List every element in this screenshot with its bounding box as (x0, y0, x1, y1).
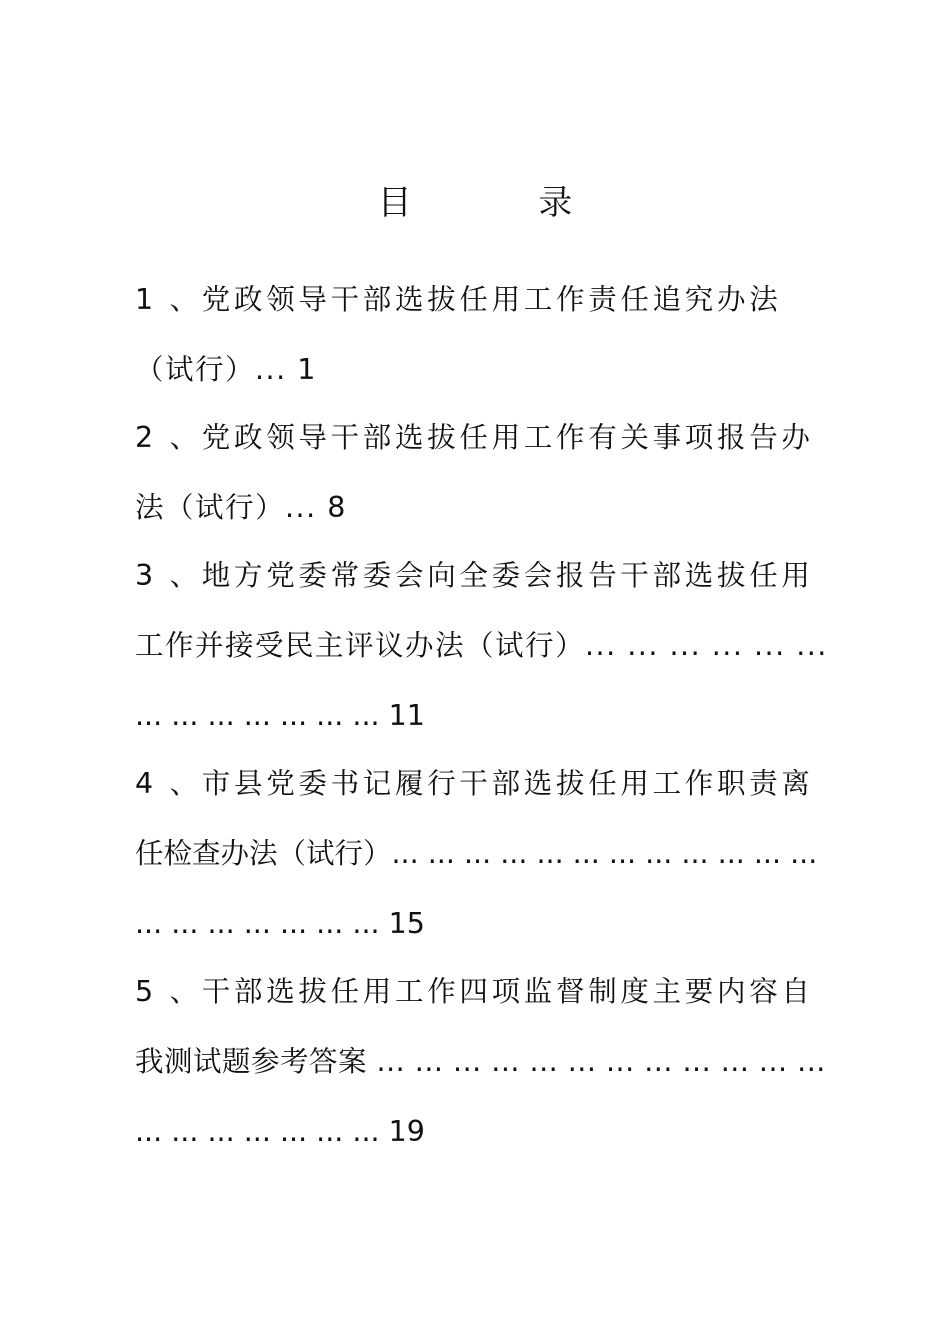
toc-entry-5-line-2: 我测试题参考答案 ... ... ... ... ... ... ... ... ... ... ... ... (135, 1045, 826, 1078)
toc-entry-5-line-3: ... ... ... ... ... ... ... 19 (135, 1115, 425, 1148)
toc-entry-4-line-1: 4 、市县党委书记履行干部选拔任用工作职责离 (135, 767, 814, 800)
toc-entry-2-line-2: 法（试行）... 8 (135, 491, 347, 524)
toc-entry-5-line-1: 5 、干部选拔任用工作四项监督制度主要内容自 (135, 975, 814, 1008)
toc-entry-4-line-2: 任检查办法（试行）... ... ... ... ... ... ... ... ... ... ... ... (135, 837, 818, 870)
toc-entry-3-line-3: ... ... ... ... ... ... ... 11 (135, 699, 425, 732)
toc-entry-1-line-1: 1 、党政领导干部选拔任用工作责任追究办法 (135, 283, 782, 316)
toc-entry-3-line-2: 工作并接受民主评议办法（试行）... ... ... ... ... ... (135, 629, 828, 662)
toc-entry-4-line-3: ... ... ... ... ... ... ... 15 (135, 907, 425, 940)
toc-title: 目 录 (377, 183, 631, 223)
toc-entry-1-line-2: （试行）... 1 (135, 353, 317, 386)
toc-entry-3-line-1: 3 、地方党委常委会向全委会报告干部选拔任用 (135, 559, 814, 592)
toc-entry-2-line-1: 2 、党政领导干部选拔任用工作有关事项报告办 (135, 421, 814, 454)
